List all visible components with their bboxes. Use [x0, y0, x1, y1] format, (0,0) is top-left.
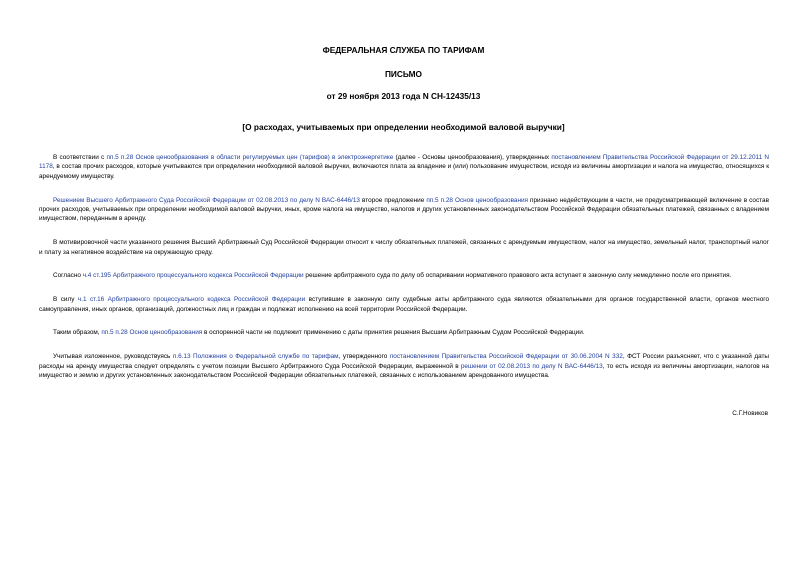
text: , утвержденного — [338, 353, 390, 361]
agency-title: ФЕДЕРАЛЬНАЯ СЛУЖБА ПО ТАРИФАМ — [322, 45, 485, 55]
text: В мотивировочной части указанного решения Высший Арбитражный Суд Российской Федерации относит к числу обязательных платежей, связанных с арендуемым имуществом, налог на имущество, земельный налог, транспортный налог и плату за негативное воздействие на окружающую среду. — [39, 239, 769, 256]
paragraph-3 — [39, 238, 769, 257]
text: признано недействующим в части, не предусматривающей включение в состав прочих расходов, учитываемых при определении необходимой валовой выручки, иных, кроме налога на имущество, налогов и других установленных законодательством Российской Федерации обязательных платежей, связанных с владением имуществом, переданным в аренду. — [39, 196, 769, 223]
link-osnovy-pricing-clause[interactable]: пп.5 п.28 Основ ценообразования в области регулируемых цен (тарифов) в электроэнергетике — [106, 154, 394, 161]
text: , в состав прочих расходов, которые учитываются при определении необходимой валовой выручки, включаются плата за владение и (или) пользование имуществом, исходя из величины амортизации и налога на имущество, относящихся к арендуемому имуществу. — [39, 163, 769, 180]
text: (далее - Основы ценообразования), утвержденных — [393, 154, 552, 161]
link-osnovy-clause[interactable]: пп.5 п.28 Основ ценообразования — [101, 329, 203, 337]
document-date-number: от 29 ноября 2013 года N СН-12435/13 — [326, 91, 481, 101]
paragraph-2 — [39, 196, 769, 224]
link-vas-decision[interactable]: решении от 02.08.2013 по делу N ВАС-6446/13 — [460, 362, 603, 370]
link-apk-article-195[interactable]: ч.4 ст.195 Арбитражного процессуального кодекса Российской Федерации — [82, 272, 304, 280]
text: Таким образом, — [53, 329, 102, 337]
link-government-resolution-332[interactable]: постановлением Правительства Российской Федерации от 30.06.2004 N 332 — [389, 353, 623, 361]
text: Учитывая изложенное, руководствуясь — [53, 353, 173, 361]
paragraph-1 — [39, 153, 769, 181]
paragraph-4 — [39, 271, 769, 280]
link-vas-decision[interactable]: Решением Высшего Арбитражного Суда Российской Федерации от 02.08.2013 по делу N ВАС-6446/13 — [53, 196, 360, 204]
paragraph-5 — [39, 295, 769, 314]
link-apk-article-16[interactable]: ч.1 ст.16 Арбитражного процессуального кодекса Российской Федерации — [77, 296, 306, 304]
text: Согласно — [53, 272, 83, 280]
paragraph-6 — [39, 328, 769, 337]
text: второе предложение — [359, 196, 427, 204]
link-government-resolution-1178[interactable]: постановлением Правительства Российской Федерации от 29.12.2011 N 1178 — [39, 154, 769, 171]
text: решение арбитражного суда по делу об оспаривании нормативного правового акта вступает в законную силу немедленно после его принятия. — [303, 272, 732, 280]
document-body — [39, 153, 769, 395]
text: , то есть исходя из величины амортизации, налогов на имущество и землю и других установленных законодательством Российской Федерации обязательных платежей, связанных с использованием арендованного имущества. — [39, 362, 769, 380]
link-fst-regulation[interactable]: п.6.13 Положения о Федеральной службе по тарифам — [172, 353, 339, 361]
document-subject: [О расходах, учитываемых при определении необходимой валовой выручки] — [242, 122, 565, 132]
text: , ФСТ России разъясняет, что с указанной даты расходы на аренду имущества следует определять с учетом позиции Высшего Арбитражного Суда Российской Федерации, выраженной в — [39, 353, 770, 370]
text: вступившие в законную силу судебные акты арбитражного суда являются обязательными для органов государственной власти, органов местного самоуправления, иных органов, организаций, должностных лиц и граждан и подлежат исполнению на всей территории Российской Федерации. — [39, 296, 769, 313]
paragraph-7 — [39, 352, 769, 380]
text: В соответствии с — [53, 154, 107, 161]
signature: С.Г.Новиков — [732, 410, 768, 417]
link-osnovy-clause[interactable]: пп.5 п.28 Основ ценообразования — [426, 196, 528, 204]
text: в оспоренной части не подлежит применению с даты принятия решения Высшим Арбитражным Судом Российской Федерации. — [202, 329, 585, 337]
text: В силу — [53, 296, 78, 304]
document-type: ПИСЬМО — [384, 69, 423, 79]
